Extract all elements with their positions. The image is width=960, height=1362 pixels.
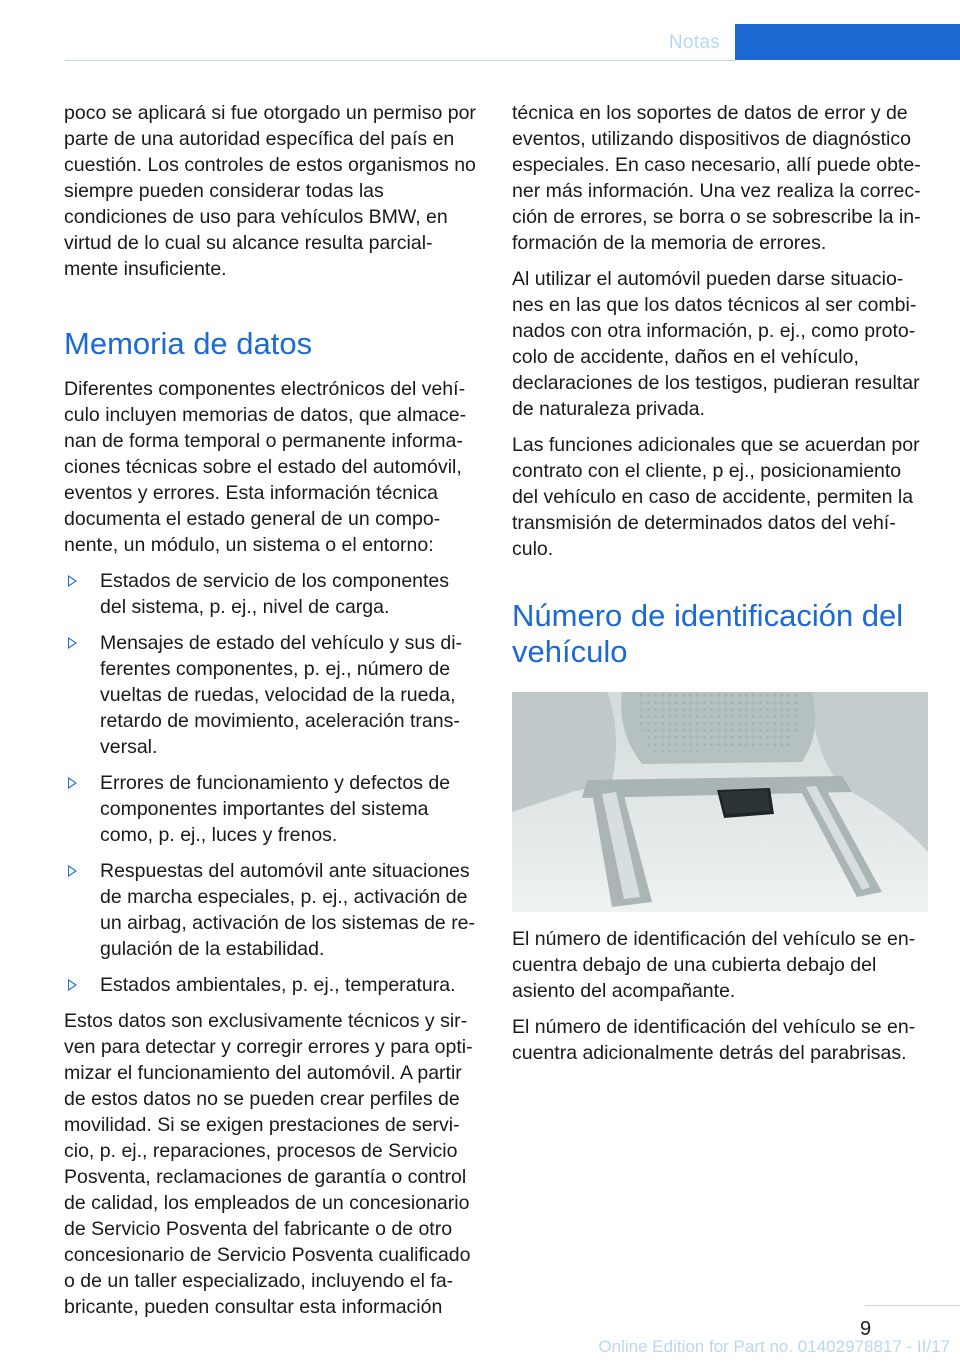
- edition-footer: Online Edition for Part no. 01402978817 - II/17: [598, 1337, 950, 1356]
- triangle-bullet-icon: [68, 777, 77, 789]
- list-item-text: Mensajes de estado del vehículo y sus diferentes componentes, p. ej., número de vueltas de ruedas, velocidad de la rueda, retardo de movimiento, aceleración transversal.: [100, 632, 463, 758]
- header-color-block: [735, 24, 960, 60]
- list-item-text: Estados ambientales, p. ej., temperatura.: [100, 974, 456, 996]
- body-paragraph: Diferentes componentes electrónicos del vehículo incluyen memorias de datos, que almacenan de forma temporal o permanente informaciones técnicas sobre el estado del automóvil, eventos y errores. Esta información técnica documenta el estado general de un componente, un módulo, un sistema o el entorno:: [64, 378, 467, 556]
- header-rule: [65, 60, 735, 61]
- triangle-bullet-icon: [68, 637, 77, 649]
- body-paragraph: Las funciones adicionales que se acuerdan por contrato con el cliente, p ej., posicionamiento del vehículo en caso de accidente, permiten la transmisión de determinados datos del vehículo.: [512, 434, 920, 560]
- body-paragraph: Al utilizar el automóvil pueden darse situaciones en las que los datos técnicos al ser combinados con otra información, p. ej., como protocolo de accidente, daños en el vehículo, declaraciones de los testigos, pudieran resultar de naturaleza privada.: [512, 268, 920, 420]
- list-item: [64, 972, 479, 998]
- body-paragraph: El número de identificación del vehículo se encuentra debajo de una cubierta debajo del asiento del acompañante.: [512, 928, 916, 1002]
- body-paragraph: Estos datos son exclusivamente técnicos y sirven para detectar y corregir errores y para optimizar el funcionamiento del automóvil. A partir de estos datos no se pueden crear perfiles de movilidad. Si se exigen prestaciones de servicio, p. ej., reparaciones, procesos de Servicio Posventa, reclamaciones de garantía o control de calidad, los empleados de un concesionario de Servicio Posventa del fabricante o de otro concesionario de Servicio Posventa cualificado o de un taller especializado, incluyendo el fabricante, pueden consultar esta información: [64, 1010, 473, 1318]
- list-item: [64, 568, 479, 620]
- list-item: [64, 770, 479, 848]
- list-item: [64, 630, 479, 760]
- bullet-list: [64, 568, 479, 998]
- section-label: Notas: [668, 32, 720, 53]
- right-column: [512, 100, 928, 1076]
- section-heading-memoria: Memoria de datos: [64, 326, 313, 361]
- list-item-text: Errores de funcionamiento y defectos de componentes importantes del sistema como, p. ej., luces y frenos.: [100, 772, 451, 846]
- seat-photo: [512, 692, 928, 912]
- seat-photo-illustration: [512, 692, 928, 912]
- page-number: 9: [860, 1318, 872, 1340]
- list-item-text: Respuestas del automóvil ante situaciones de marcha especiales, p. ej., activación de un airbag, activación de los sistemas de regulación de la estabilidad.: [100, 860, 476, 960]
- body-paragraph: El número de identificación del vehículo se encuentra adicionalmente detrás del parabrisas.: [512, 1016, 916, 1064]
- left-column: [64, 100, 479, 1320]
- triangle-bullet-icon: [68, 865, 77, 877]
- triangle-bullet-icon: [68, 575, 77, 587]
- body-paragraph: técnica en los soportes de datos de error y de eventos, utilizando dispositivos de diagnóstico especiales. En caso necesario, allí puede obtener más información. Una vez realiza la corrección de errores, se borra o se sobrescribe la información de la memoria de errores.: [512, 102, 921, 254]
- triangle-bullet-icon: [68, 979, 77, 991]
- list-item-text: Estados de servicio de los componentes del sistema, p. ej., nivel de carga.: [100, 570, 450, 618]
- intro-paragraph: poco se aplicará si fue otorgado un permiso por parte de una autoridad específica del país en cuestión. Los controles de estos organismos no siempre pueden considerar todas las condiciones de uso para vehículos BMW, en virtud de lo cual su alcance resulta parcialmente insuficiente.: [64, 102, 476, 280]
- list-item: [64, 858, 479, 962]
- footer-rule: [865, 1305, 960, 1306]
- section-heading-vin: Número de identificación del vehículo: [512, 598, 904, 669]
